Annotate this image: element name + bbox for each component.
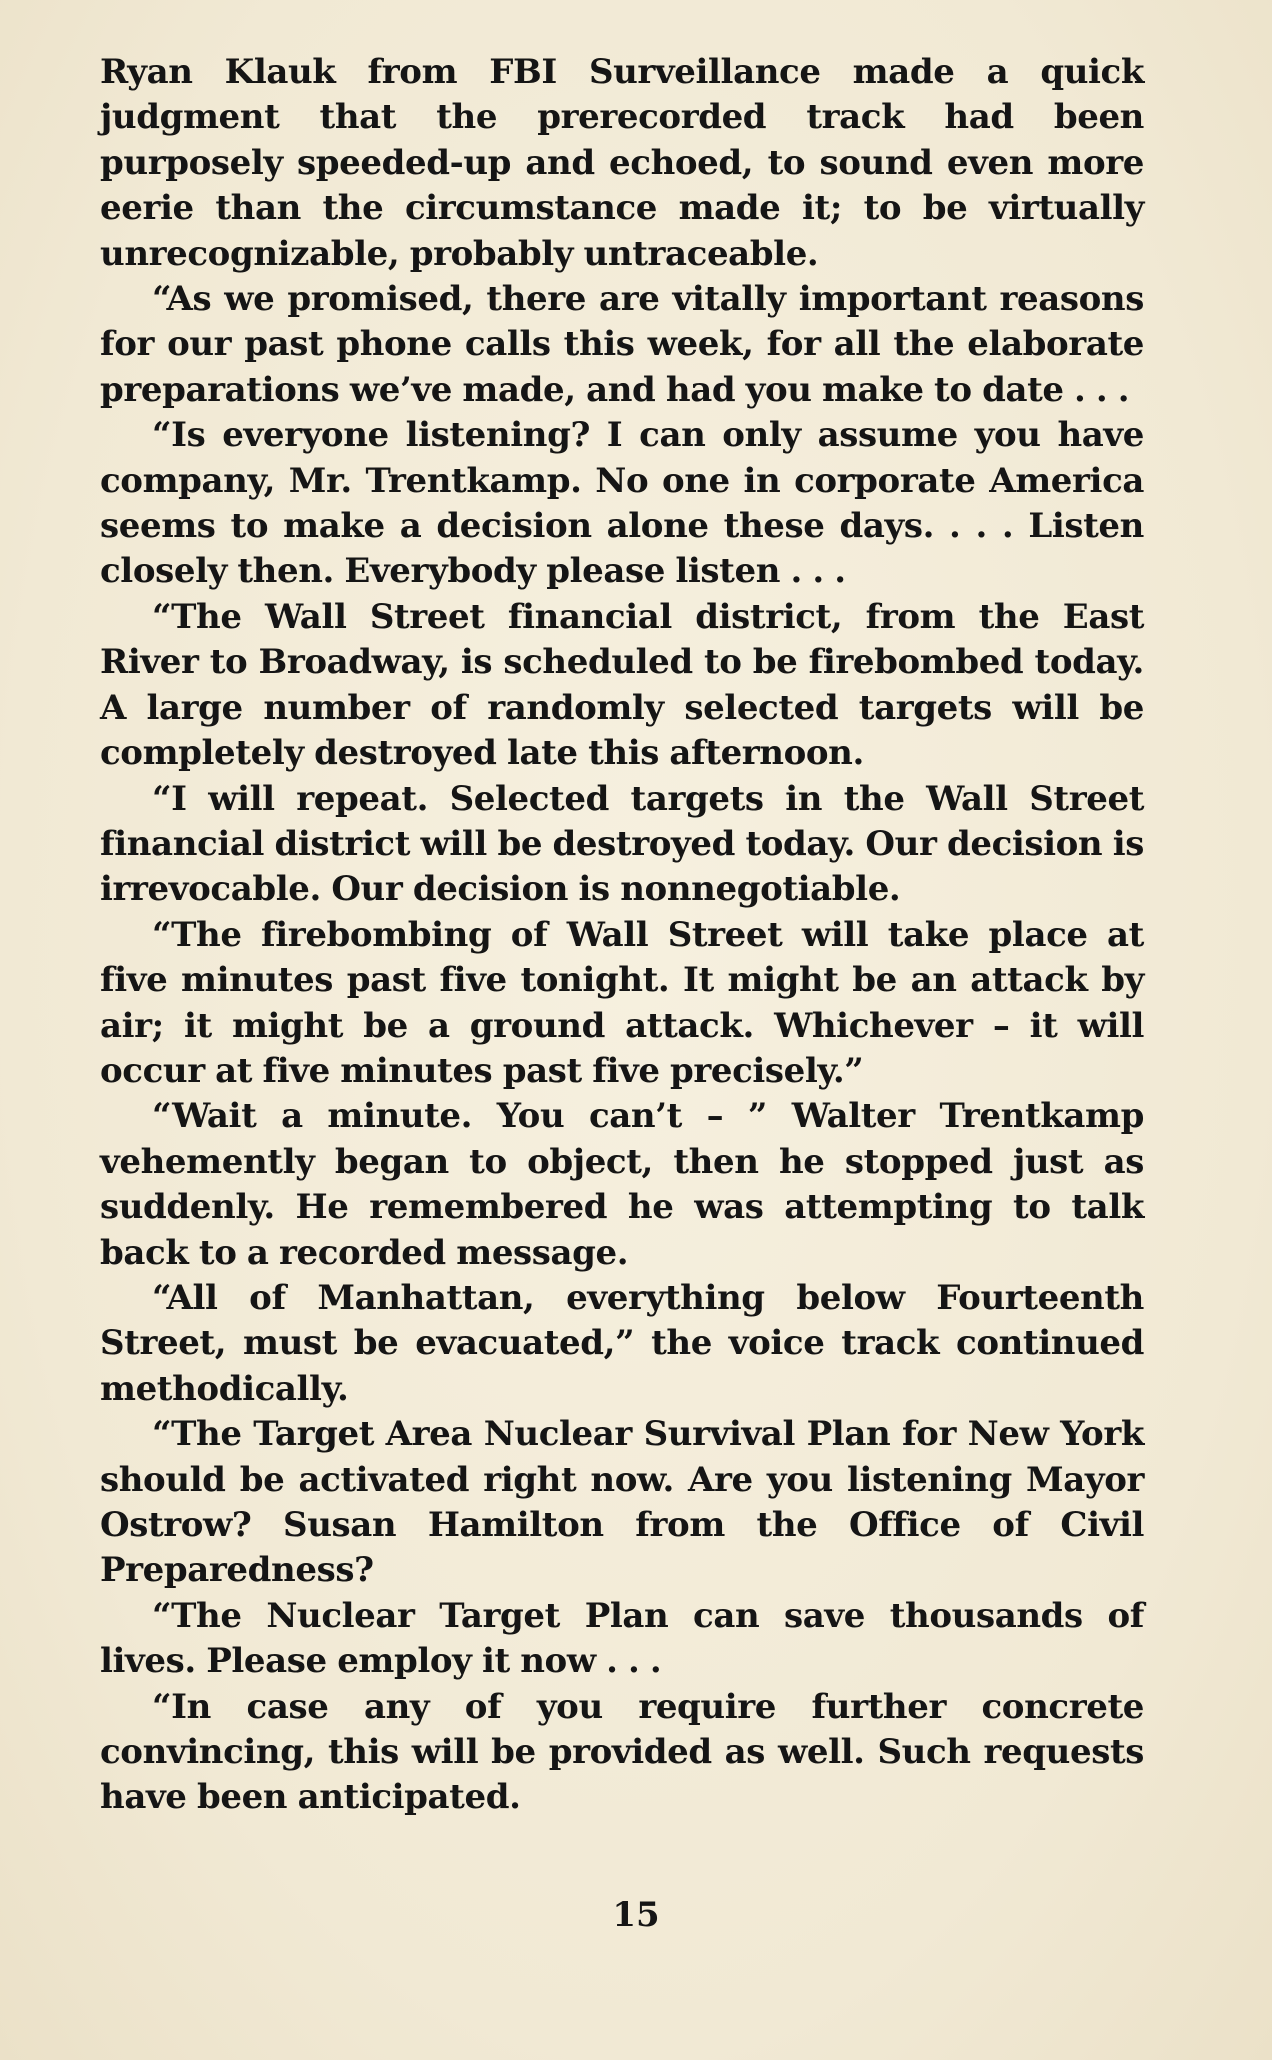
paragraph: “In case any of you require further concrete convincing, this will be provided as well. Such requests have been anticipated. bbox=[100, 1686, 1144, 1818]
body-text bbox=[100, 50, 1144, 1821]
paragraph: “I will repeat. Selected targets in the Wall Street financial district will be destroyed today. Our decision is irrevocable. Our decision is nonnegotiable. bbox=[100, 778, 1144, 910]
paragraph: “The firebombing of Wall Street will take place at five minutes past five tonight. It might be an attack by air; it might be a ground attack. Whichever – it will occur at five minutes past five precisely.” bbox=[100, 914, 1144, 1091]
paragraph: Ryan Klauk from FBI Surveillance made a quick judgment that the prerecorded track had been purposely speeded-up and echoed, to sound even more eerie than the circumstance made it; to be virtually unrecognizable, probably untraceable. bbox=[100, 52, 1144, 274]
paragraph: “Wait a minute. You can’t – ” Walter Trentkamp vehemently began to object, then he stopped just as suddenly. He remembered he was attempting to talk back to a recorded message. bbox=[100, 1096, 1144, 1273]
paragraph: “The Target Area Nuclear Survival Plan for New York should be activated right now. Are you listening Mayor Ostrow? Susan Hamilton from the Office of Civil Preparedness? bbox=[100, 1414, 1144, 1591]
paragraph: “Is everyone listening? I can only assume you have company, Mr. Trentkamp. No one in corporate America seems to make a decision alone these days. . . . Listen closely then. Everybody please listen . . . bbox=[100, 415, 1144, 592]
paragraph: “As we promised, there are vitally important reasons for our past phone calls this week, for all the elaborate preparations we’ve made, and had you make to date . . . bbox=[100, 279, 1144, 410]
page-number: 15 bbox=[612, 1895, 660, 1935]
paragraph: “The Nuclear Target Plan can save thousands of lives. Please employ it now . . . bbox=[100, 1595, 1144, 1682]
paragraph: “All of Manhattan, everything below Fourteenth Street, must be evacuated,” the voice track continued methodically. bbox=[100, 1277, 1144, 1409]
paragraph: “The Wall Street financial district, from the East River to Broadway, is scheduled to be firebombed today. A large number of randomly selected targets will be completely destroyed late this afternoon. bbox=[100, 596, 1144, 774]
